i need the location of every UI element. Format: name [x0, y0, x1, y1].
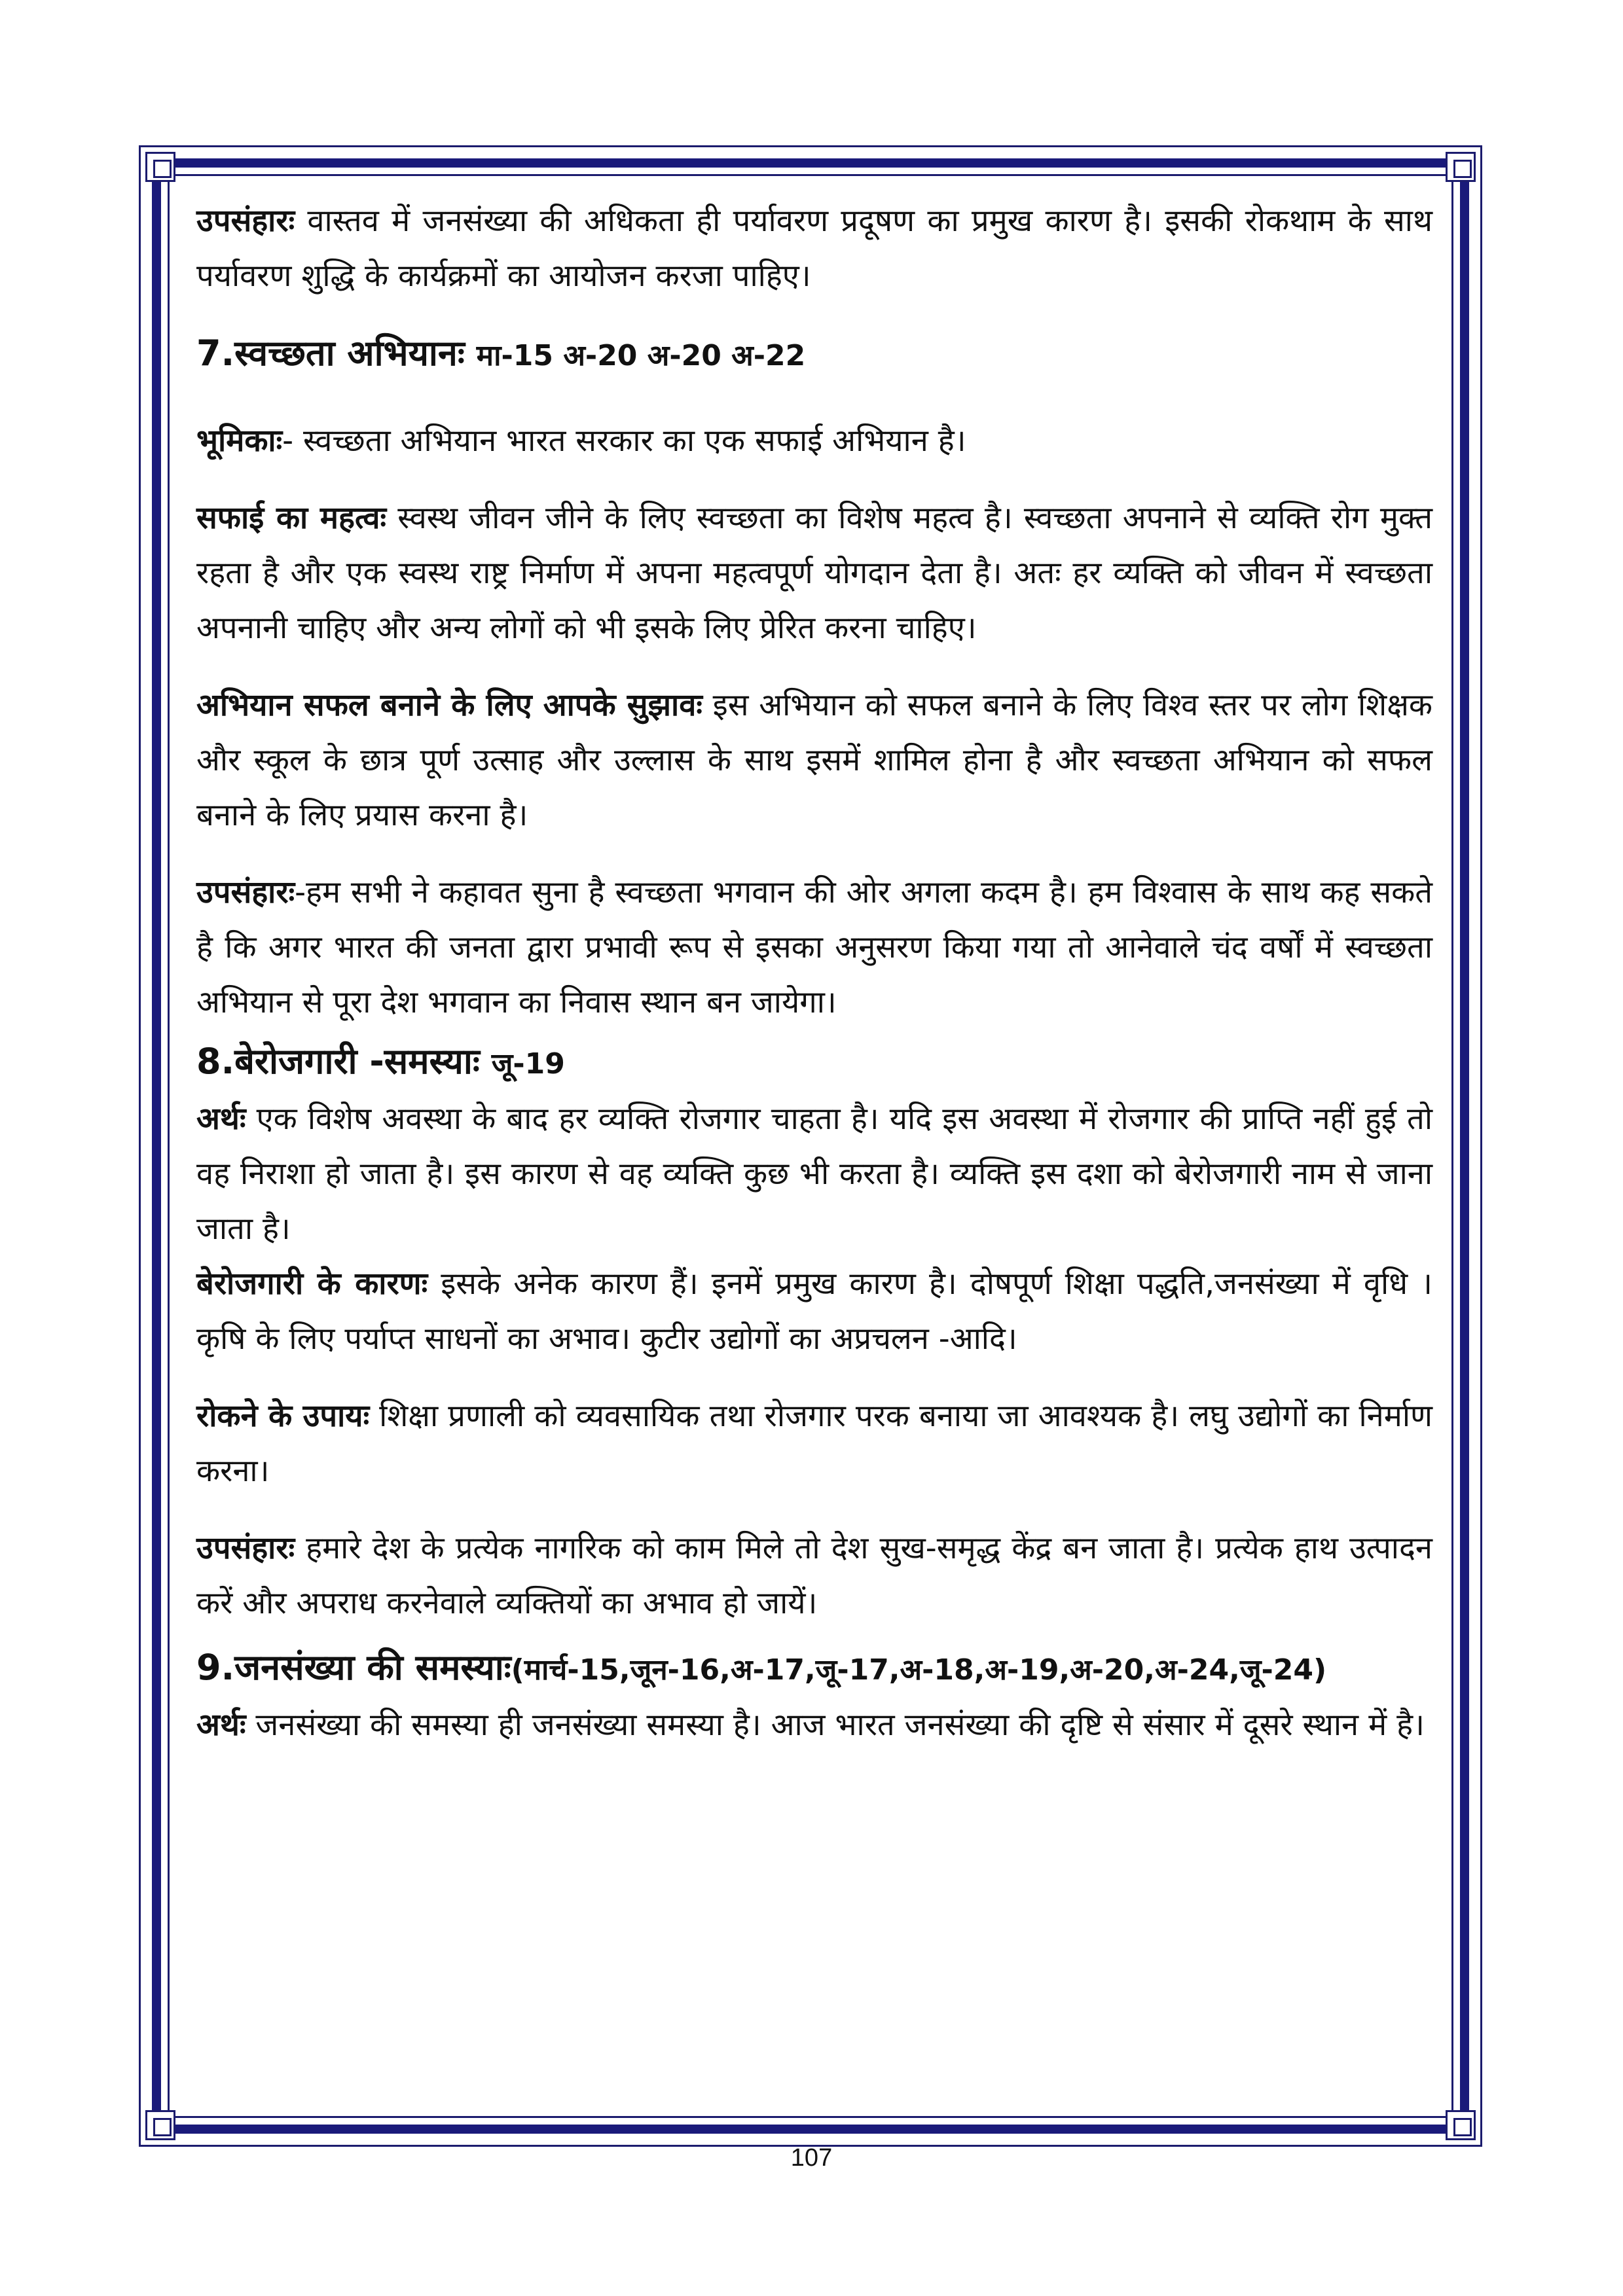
paragraph-text: स्वस्थ जीवन जीने के लिए स्वच्छता का विशेष महत्व है। स्वच्छता अपनाने से व्यक्ति रोग मुक्त रहता है और एक स्वस्थ राष्ट्र निर्माण में अपना महत्वपूर्ण योगदान देता है। अतः हर व्यक्ति को जीवन में स्वच्छता अपनानी चाहिए और अन्य लोगों को भी इसके लिए प्रेरित करना चाहिए। — [196, 500, 1432, 646]
corner-ornament-bottom-right — [1446, 2110, 1476, 2140]
paragraph-s7-importance — [196, 491, 1432, 656]
paragraph-label: अर्थः — [196, 1707, 246, 1743]
paragraph-text: शिक्षा प्रणाली को व्यवसायिक तथा रोजगार परक बनाया जा आवश्यक है। लघु उद्योगों का निर्माण करना। — [196, 1398, 1432, 1489]
section-title: 9.जनसंख्या की समस्याः — [196, 1647, 511, 1688]
section-9-heading — [196, 1640, 1432, 1698]
paragraph-label: रोकने के उपायः — [196, 1398, 370, 1434]
paragraph-s8-causes — [196, 1257, 1432, 1367]
paragraph-s7-intro — [196, 414, 1432, 469]
exam-years: मा-15 अ-20 अ-20 अ-22 — [476, 339, 806, 372]
corner-ornament-top-right — [1446, 152, 1476, 182]
paragraph-s8-remedies — [196, 1389, 1432, 1499]
paragraph-s8-conclusion — [196, 1521, 1432, 1631]
corner-ornament-top-left — [145, 152, 175, 182]
page-content — [196, 194, 1432, 1775]
paragraph-label: सफाई का महत्वः — [196, 500, 387, 536]
paragraph-text: - स्वच्छता अभियान भारत सरकार का एक सफाई अभियान है। — [282, 423, 966, 459]
paragraph-s8-meaning — [196, 1092, 1432, 1257]
paragraph-label: उपसंहारः — [196, 1530, 295, 1566]
paragraph-text: इसके अनेक कारण हैं। इनमें प्रमुख कारण है। दोषपूर्ण शिक्षा पद्धति,जनसंख्या में वृधि । कृषि के लिए पर्याप्त साधनों का अभाव। कुटीर उद्योगों का अप्रचलन -आदि। — [196, 1266, 1432, 1357]
paragraph-label: उपसंहारः — [196, 203, 295, 239]
paragraph-label: अर्थः — [196, 1101, 246, 1137]
paragraph-s7-conclusion — [196, 865, 1432, 1030]
paragraph-text: जनसंख्या की समस्या ही जनसंख्या समस्या है। आज भारत जनसंख्या की दृष्टि से संसार में दूसरे स्थान में है। — [246, 1707, 1425, 1743]
paragraph-label: भूमिकाः — [196, 423, 283, 459]
paragraph-text: इस अभियान को सफल बनाने के लिए विश्व स्तर पर लोग शिक्षक और स्कूल के छात्र पूर्ण उत्साह और उल्लास के साथ इसमें शामिल होना है और स्वच्छता अभियान को सफल बनाने के लिए प्रयास करना है। — [196, 687, 1432, 833]
section-title: 7.स्वच्छता अभियानः — [196, 332, 465, 374]
paragraph-label: उपसंहारः — [196, 874, 295, 910]
exam-years: (मार्च-15,जून-16,अ-17,जू-17,अ-18,अ-19,अ-20,अ-24,जू-24) — [511, 1653, 1327, 1687]
paragraph-s9-meaning — [196, 1698, 1432, 1753]
paragraph-text: हमारे देश के प्रत्येक नागरिक को काम मिले तो देश सुख-समृद्ध केंद्र बन जाता है। प्रत्येक हाथ उत्पादन करें और अपराध करनेवाले व्यक्तियों का अभाव हो जायें। — [196, 1530, 1432, 1621]
paragraph-text: वास्तव में जनसंख्या की अधिकता ही पर्यावरण प्रदूषण का प्रमुख कारण है। इसकी रोकथाम के साथ पर्यावरण शुद्धि के कार्यक्रमों का आयोजन करजा पाहिए। — [196, 203, 1432, 294]
page-number: 107 — [790, 2144, 833, 2172]
section-title: 8.बेरोजगारी -समस्याः — [196, 1041, 480, 1082]
section-7-heading — [196, 326, 1432, 384]
paragraph-intro-conclusion — [196, 194, 1432, 304]
paragraph-s7-suggestions — [196, 678, 1432, 843]
paragraph-label: अभियान सफल बनाने के लिए आपके सुझावः — [196, 687, 702, 723]
paragraph-text: एक विशेष अवस्था के बाद हर व्यक्ति रोजगार चाहता है। यदि इस अवस्था में रोजगार की प्राप्ति नहीं हुई तो वह निराशा हो जाता है। इस कारण से वह व्यक्ति कुछ भी करता है। व्यक्ति इस दशा को बेरोजगारी नाम से जाना जाता है। — [196, 1101, 1432, 1247]
paragraph-label: बेरोजगारी के कारणः — [196, 1266, 428, 1302]
corner-ornament-bottom-left — [145, 2110, 175, 2140]
paragraph-text: -हम सभी ने कहावत सुना है स्वच्छता भगवान की ओर अगला कदम है। हम विश्वास के साथ कह सकते है कि अगर भारत की जनता द्वारा प्रभावी रूप से इसका अनुसरण किया गया तो आनेवाले चंद वर्षों में स्वच्छता अभियान से पूरा देश भगवान का निवास स्थान बन जायेगा। — [196, 874, 1432, 1020]
section-8-heading — [196, 1034, 1432, 1092]
exam-years: जू-19 — [491, 1047, 565, 1081]
